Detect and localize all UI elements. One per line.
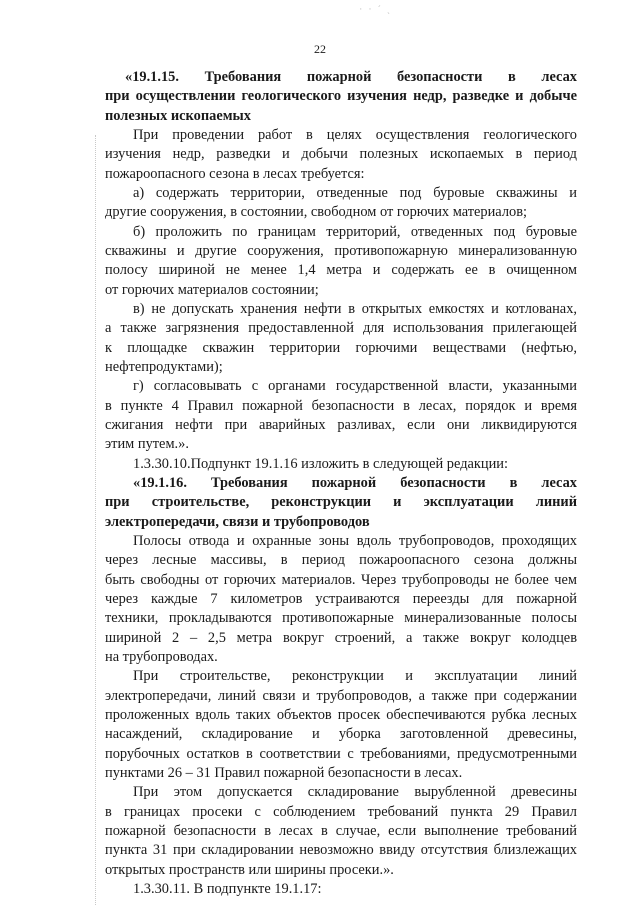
body-line: к площадке скважин территории горючими веществами (нефтью,: [105, 340, 577, 356]
body-line: открытых пространств или ширины просеки.».: [105, 862, 394, 878]
body-line: сжигания нефти при аварийных разливах, если они ликвидируются: [105, 417, 577, 433]
body-line: пожарной безопасности в лесах в случае, если выполнение требований: [105, 823, 577, 839]
body-line: электропередачи, линий связи и трубопроводов, а также при содержании: [105, 688, 577, 704]
body-line: изучения недр, разведки и добычи полезных ископаемых в период: [105, 146, 577, 162]
list-item-g: г) согласовывать с органами государственной власти, указанными: [133, 378, 577, 394]
instruction-1-3-30-10: 1.3.30.10.Подпункт 19.1.16 изложить в следующей редакции:: [133, 456, 508, 472]
page-number: 22: [314, 42, 326, 56]
body-line: Полосы отвода и охранные зоны вдоль трубопроводов, проходящих: [133, 533, 577, 549]
body-line: нефтепродуктами);: [105, 359, 223, 375]
heading-19-1-15-line-2: при осуществлении геологического изучения недр, разведке и добыче: [105, 88, 577, 104]
list-item-b: б) проложить по границам территорий, отведенных под буровые: [133, 224, 577, 240]
body-line: проложенных вдоль таких объектов просек обеспечиваются рубка лесных: [105, 707, 577, 723]
body-line: через лесные массивы, в период пожароопасного сезона должны: [105, 552, 577, 568]
body-line: скважины и другие сооружения, противопожарную минерализованную: [105, 243, 577, 259]
body-line: полосу шириной не менее 1,4 метра и содержать ее в очищенном: [105, 262, 577, 278]
body-line: пункта 31 при складировании невозможно ввиду отсутствия близлежащих: [105, 842, 577, 858]
body-line: быть свободны от горючих материалов. Через трубопроводы не более чем: [105, 572, 577, 588]
scan-margin-line: [95, 135, 96, 905]
instruction-1-3-30-11: 1.3.30.11. В подпункте 19.1.17:: [133, 881, 322, 897]
list-item-v: в) не допускать хранения нефти в открытых емкостях и котлованах,: [133, 301, 577, 317]
body-line: этим путем.».: [105, 436, 189, 452]
body-line: техники, прокладываются противопожарные минерализованные полосы: [105, 610, 577, 626]
body-line: При проведении работ в целях осуществления геологического: [133, 127, 577, 143]
heading-19-1-16-line-1: «19.1.16. Требования пожарной безопасности в лесах: [133, 475, 577, 491]
body-line: пунктами 26 – 31 Правил пожарной безопасности в лесах.: [105, 765, 463, 781]
body-line: При этом допускается складирование вырубленной древесины: [133, 784, 577, 800]
body-line: через каждые 7 километров устраиваются переезды для пожарной: [105, 591, 577, 607]
body-line: от горючих материалов состоянии;: [105, 282, 319, 298]
body-line: шириной 2 – 2,5 метра вокруг строений, а также вокруг колодцев: [105, 630, 577, 646]
body-line: насаждений, складирование и уборка заготовленной древесины,: [105, 726, 577, 742]
body-line: в пункте 4 Правил пожарной безопасности в лесах, порядок и время: [105, 398, 577, 414]
body-line: При строительстве, реконструкции и эксплуатации линий: [133, 668, 577, 684]
body-line: пожароопасного сезона в лесах требуется:: [105, 166, 365, 182]
heading-19-1-16-line-2: при строительстве, реконструкции и эксплуатации линий: [105, 494, 577, 510]
body-line: порубочных остатков в соответствии с требованиями, предусмотренными: [105, 746, 577, 762]
heading-19-1-15-line-1: «19.1.15. Требования пожарной безопасности в лесах: [125, 69, 577, 85]
body-line: а также загрязнения предоставленной для использования прилегающей: [105, 320, 577, 336]
scan-noise: · · ˊ ˎ: [359, 4, 392, 14]
heading-19-1-15-line-3: полезных ископаемых: [105, 108, 251, 124]
body-line: другие сооружения, в состоянии, свободном от горючих материалов;: [105, 204, 527, 220]
list-item-a: а) содержать территории, отведенные под буровые скважины и: [133, 185, 577, 201]
body-line: в границах просеки с соблюдением требований пункта 29 Правил: [105, 804, 577, 820]
heading-19-1-16-line-3: электропередачи, связи и трубопроводов: [105, 514, 370, 530]
body-line: на трубопроводах.: [105, 649, 218, 665]
